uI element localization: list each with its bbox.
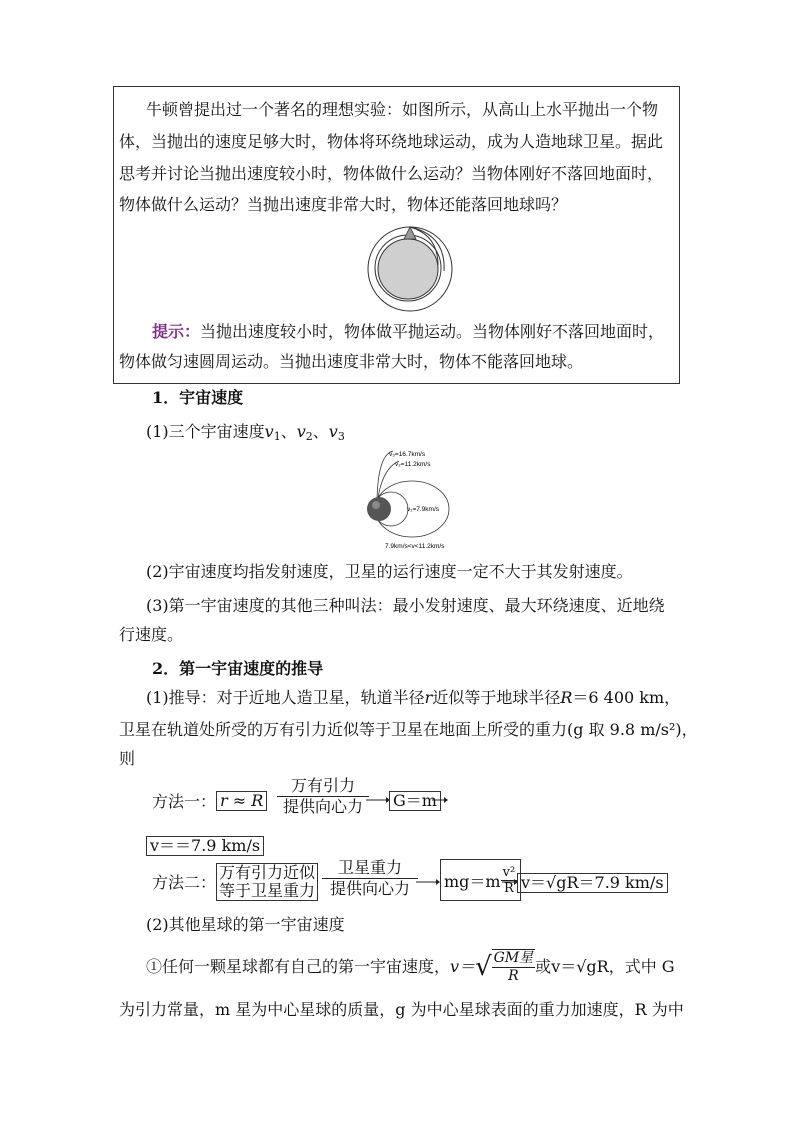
box-paragraph-line-1: 牛顿曾提出过一个著名的理想实验：如图所示，从高山上水平抛出一个物: [146, 100, 659, 119]
formula-fraction: [492, 949, 536, 985]
symbol-r: r: [424, 688, 433, 707]
symbol-R: R: [560, 688, 573, 707]
fraction-numerator: v²: [502, 864, 516, 880]
method-1-box-1: [216, 791, 267, 811]
d1-part-c: ＝6 400 km，: [572, 688, 681, 707]
method-2-label: 方法二：: [152, 873, 217, 892]
formula-explanation-line: 为引力常量，m 星为中心星球的质量，g 为中心星球表面的重力加速度，R 为中: [119, 1000, 684, 1019]
method-2-box-3: [517, 873, 668, 893]
hint-label: 提示：: [152, 322, 201, 341]
hint-line-1: [152, 322, 664, 342]
arrow-icon: [432, 795, 448, 805]
formula-denominator: R: [508, 968, 519, 984]
method-2-box-1-line-2: 等于卫星重力: [219, 881, 316, 900]
box-paragraph-line-3: 思考并讨论当抛出速度较小时，物体做什么运动？当物体刚好不落回地面时，: [119, 164, 664, 183]
v-symbol-1: v: [264, 422, 274, 441]
method-1-bottom: 提供向心力: [282, 797, 363, 816]
v-symbol-2: v: [296, 422, 306, 441]
method-2-bottom: 提供向心力: [329, 879, 410, 898]
derivation-line-3: 则: [119, 749, 136, 768]
earth-shade: [372, 501, 380, 509]
method-1-top: 万有引力: [277, 776, 369, 797]
section-2-heading: 2．第一宇宙速度的推导: [152, 659, 324, 678]
sub1-prefix: (1)三个宇宙速度: [146, 422, 265, 441]
arrow-icon: [416, 877, 440, 887]
box-paragraph-line-2: 体，当抛出的速度足够大时，物体将环绕地球运动，成为人造地球卫星。据此: [119, 132, 664, 151]
sub3-line-2: 行速度。: [119, 625, 184, 644]
method-2-top: 卫星重力: [322, 858, 418, 879]
d1-part-a: (1)推导：对于近地人造卫星，轨道半径: [146, 688, 425, 707]
method-2-box-3-text: v＝√gR＝7.9 km/s: [517, 873, 668, 893]
formula-intro: ①任何一颗星球都有自己的第一宇宙速度，: [146, 957, 451, 976]
sub3-line-1: (3)第一宇宙速度的其他三种叫法：最小发射速度、最大环绕速度、近地绕: [146, 596, 665, 615]
earth-icon: [367, 497, 391, 521]
section-1-heading: 1．宇宙速度: [152, 388, 244, 407]
formula-numerator: GM星: [493, 950, 534, 966]
sub2-line: (2)宇宙速度均指发射速度，卫星的运行速度一定不大于其发射速度。: [146, 562, 633, 581]
cosmic-speed-figure: [355, 447, 485, 553]
v-sub-3: 3: [337, 430, 345, 443]
sep-1: 、: [280, 422, 297, 441]
hint-text-1: 当抛出速度较小时，物体做平抛运动。当物体刚好不落回地面时，: [200, 322, 665, 341]
derivation-line-1: [146, 688, 680, 708]
v1-label: v₁=7.9km/s: [407, 506, 439, 513]
v2-label: v₂=11.2km/s: [395, 461, 431, 468]
v-sub-1: 1: [273, 430, 281, 443]
formula-tail: v＝√gR，式中 G: [551, 957, 675, 976]
arrow-icon: [502, 877, 518, 887]
cosmic-speeds-line: [146, 422, 345, 447]
method-1-arrow-label: [277, 776, 369, 817]
v-sub-2: 2: [305, 430, 313, 443]
formula-or: 或: [535, 957, 552, 976]
range-label: 7.9km/s<v<11.2km/s: [385, 543, 445, 550]
sep-2: 、: [312, 422, 329, 441]
first-speed-formula-line: [146, 945, 675, 989]
other-planets-heading: (2)其他星球的第一宇宙速度: [146, 915, 345, 934]
method-2-arrow-label: [322, 858, 418, 899]
box-paragraph-line-4: 物体做什么运动？当抛出速度非常大时，物体还能落回地球吗？: [119, 195, 568, 214]
earth-disc: [378, 239, 438, 299]
method-1-box-1-text: r ≈ R: [216, 791, 267, 811]
hint-line-2: 物体做匀速圆周运动。当抛出速度非常大时，物体不能落回地球。: [119, 352, 584, 371]
method-2-box-1: [216, 863, 318, 901]
sqrt-icon: √: [475, 952, 492, 982]
formula-v: v＝: [450, 957, 476, 976]
newton-cannon-figure: [364, 221, 464, 313]
method-2-box-2-text: mg＝m: [444, 871, 501, 891]
v3-label: v₃=16.7km/s: [389, 451, 426, 458]
method-1-result: [146, 836, 264, 856]
method-1-label: 方法一：: [152, 792, 217, 811]
method-1-box-2-text: G＝m: [389, 791, 441, 811]
method-2-box-1-line-1: 万有引力近似: [219, 863, 316, 882]
v-symbol-3: v: [328, 422, 338, 441]
derivation-line-2: 卫星在轨道处所受的万有引力近似等于卫星在地面上所受的重力(g 取 9.8 m/s²)，: [119, 720, 698, 739]
d1-part-b: 近似等于地球半径: [432, 688, 561, 707]
fraction-denominator: R: [503, 880, 514, 896]
method-1-result-text: v＝＝7.9 km/s: [146, 836, 264, 856]
arrow-icon: [366, 795, 390, 805]
